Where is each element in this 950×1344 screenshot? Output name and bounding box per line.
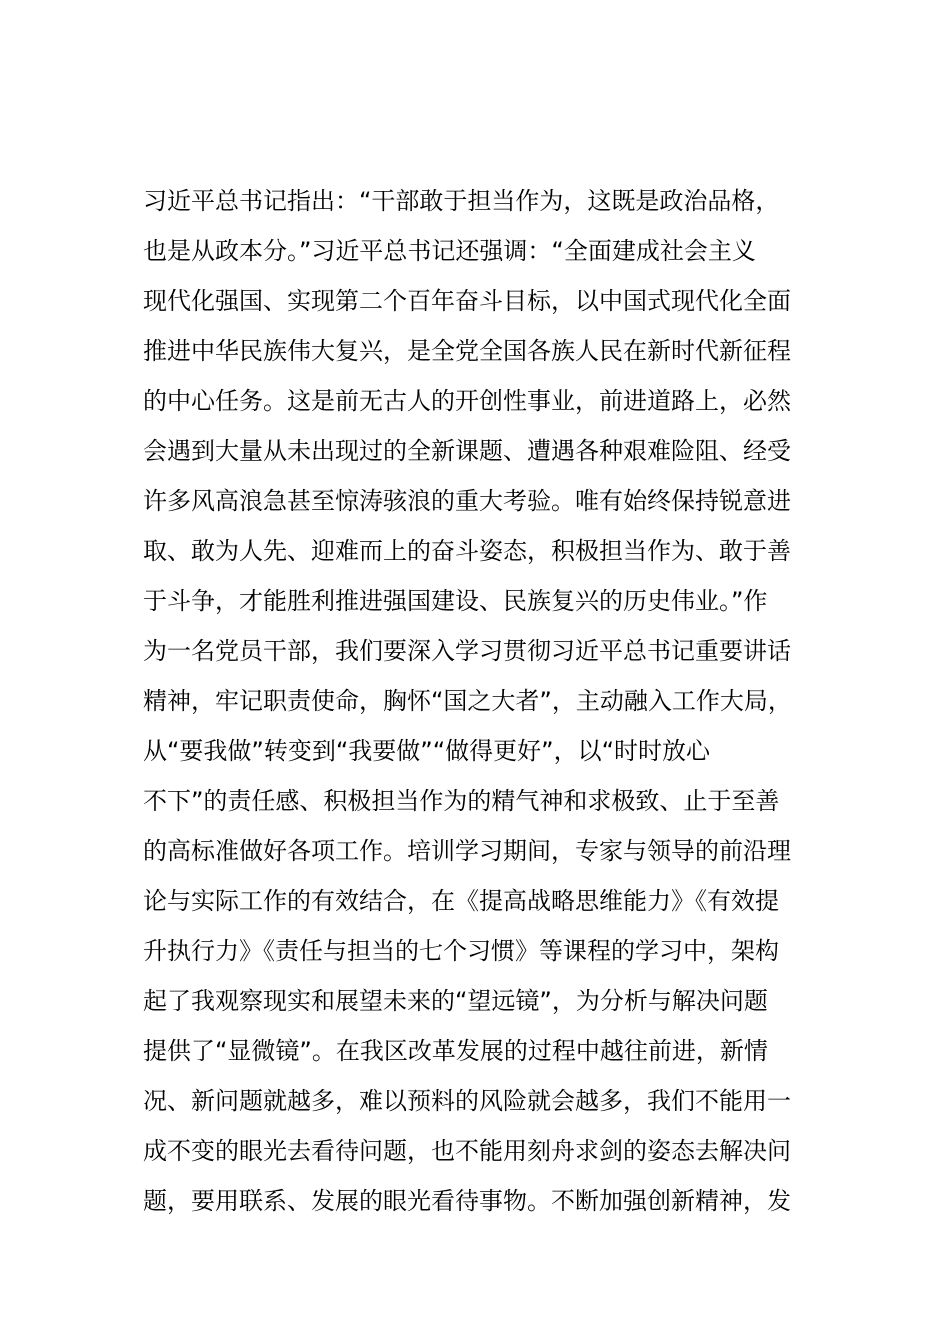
text-line: 推进中华民族伟大复兴，是全党全国各族人民在新时代新征程	[143, 337, 791, 365]
text-line: 习近平总书记指出：“干部敢于担当作为，这既是政治品格，	[143, 187, 780, 215]
text-line: 现代化强国、实现第二个百年奋斗目标，以中国式现代化全面	[143, 287, 791, 315]
text-line: 题，要用联系、发展的眼光看待事物。不断加强创新精神，发	[143, 1187, 791, 1215]
text-line: 取、敢为人先、迎难而上的奋斗姿态，积极担当作为、敢于善	[143, 537, 791, 565]
text-line: 从“要我做”转变到“我要做”“做得更好”，以“时时放心	[143, 737, 711, 765]
text-line: 精神，牢记职责使命，胸怀“国之大者”，主动融入工作大局，	[143, 687, 792, 715]
text-line: 的高标准做好各项工作。培训学习期间，专家与领导的前沿理	[143, 837, 791, 865]
text-line: 论与实际工作的有效结合，在《提高战略思维能力》《有效提	[143, 887, 779, 915]
text-line: 成不变的眼光去看待问题，也不能用刻舟求剑的姿态去解决问	[143, 1137, 791, 1165]
body-paragraph	[143, 180, 823, 1230]
text-line: 也是从政本分。”习近平总书记还强调：“全面建成社会主义	[143, 237, 756, 265]
text-line: 起了我观察现实和展望未来的“望远镜”，为分析与解决问题	[143, 987, 768, 1015]
text-line: 为一名党员干部，我们要深入学习贯彻习近平总书记重要讲话	[143, 637, 791, 665]
text-line: 提供了“显微镜”。在我区改革发展的过程中越往前进，新情	[143, 1037, 768, 1065]
text-line: 许多风高浪急甚至惊涛骇浪的重大考验。唯有始终保持锐意进	[143, 487, 791, 515]
text-line: 况、新问题就越多，难以预料的风险就会越多，我们不能用一	[143, 1087, 791, 1115]
text-line: 不下”的责任感、积极担当作为的精气神和求极致、止于至善	[143, 787, 780, 815]
text-line: 于斗争，才能胜利推进强国建设、民族复兴的历史伟业。”作	[143, 587, 768, 615]
text-line: 升执行力》《责任与担当的七个习惯》等课程的学习中，架构	[143, 937, 779, 965]
text-line: 的中心任务。这是前无古人的开创性事业，前进道路上，必然	[143, 387, 791, 415]
text-line: 会遇到大量从未出现过的全新课题、遭遇各种艰难险阻、经受	[143, 437, 791, 465]
